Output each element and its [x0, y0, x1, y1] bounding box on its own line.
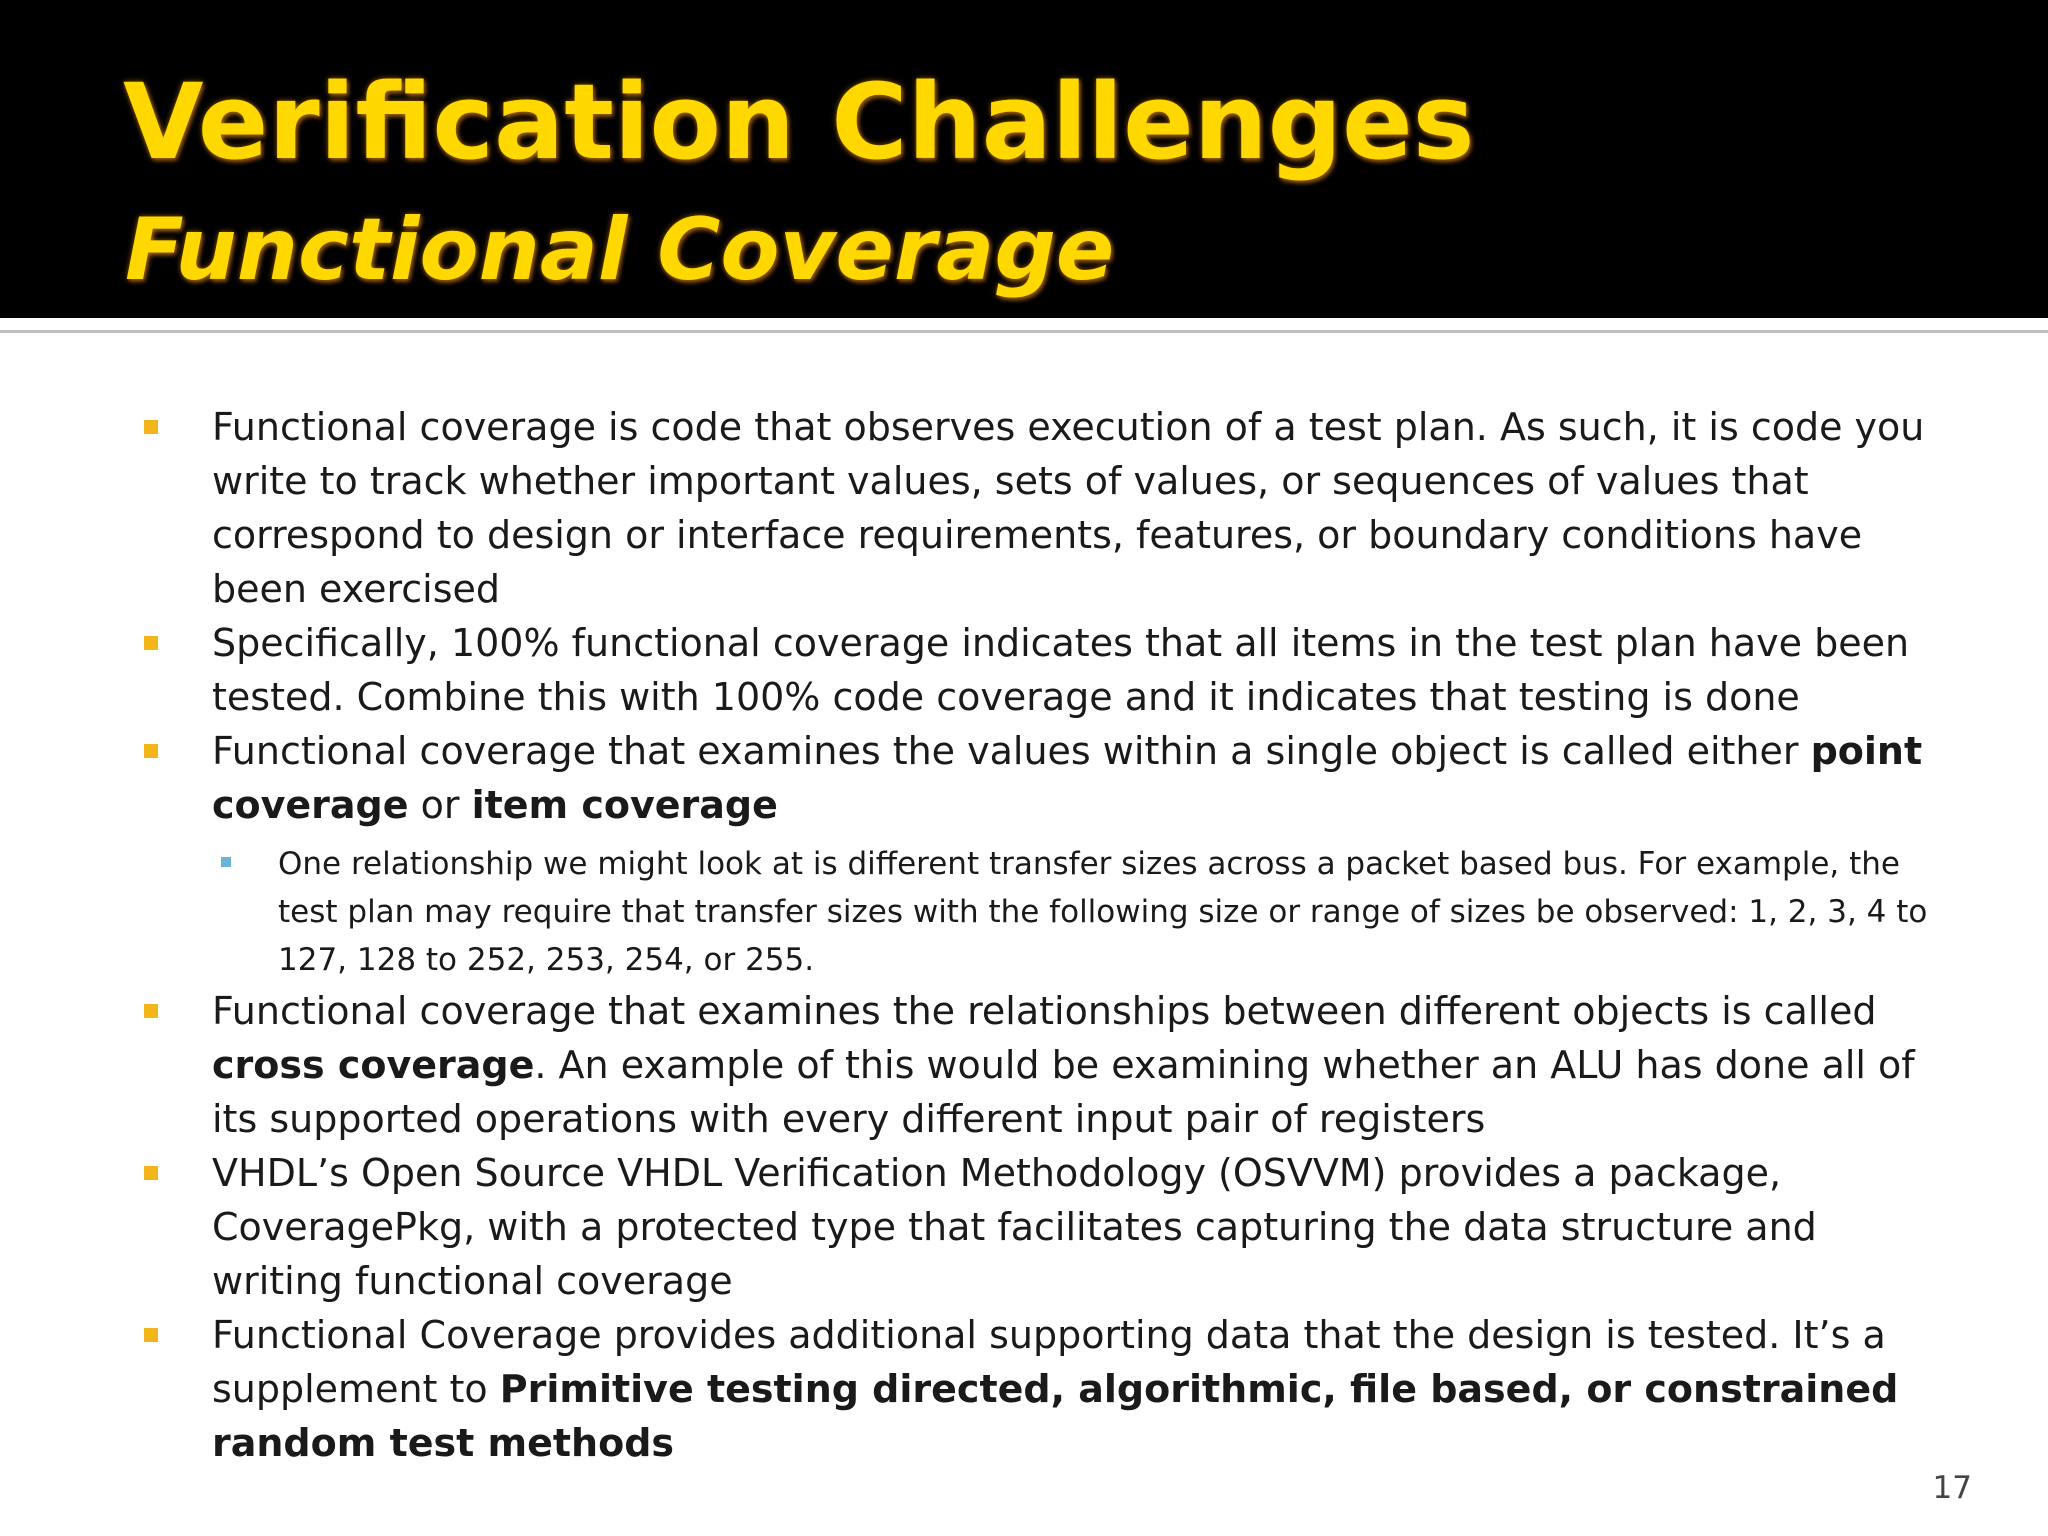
square-bullet-icon: [144, 1004, 158, 1018]
page-number: 17: [1932, 1470, 1972, 1506]
bullet-text: Specifically, 100% functional coverage indicates that all items in the test plan have been tested. Combine this with 100% code coverage and it indicates that testing is done: [212, 621, 1910, 719]
sub-bullet-item: [0, 840, 1940, 984]
square-bullet-icon: [144, 1166, 158, 1180]
slide-subtitle: Functional Coverage: [125, 200, 1115, 300]
bullet-list: [0, 400, 2048, 1470]
bullet-text: . An example of this would be examining whether an ALU has done all of its supported operations with every different input pair of registers: [212, 1043, 1915, 1141]
bullet-term-item-coverage: item coverage: [471, 783, 778, 827]
square-bullet-icon: [144, 744, 158, 758]
bullet-item: [0, 724, 1952, 832]
bullet-text: Functional coverage is code that observes execution of a test plan. As such, it is code you write to track whether important values, sets of values, or sequences of values that correspond to design or interface requirements, features, or boundary conditions have been exercised: [212, 405, 1925, 611]
sub-bullet-text: One relationship we might look at is different transfer sizes across a packet based bus. For example, the test plan may require that transfer sizes with the following size or range of sizes be observed: 1, 2, 3, 4 to 127, 128 to 252, 253, 254, or 255.: [278, 846, 1928, 978]
bullet-text: Functional coverage that examines the values within a single object is called either: [212, 729, 1811, 773]
title-banner: [0, 0, 2048, 318]
bullet-term-test-methods: Primitive testing directed, algorithmic, file based, or constrained random test methods: [212, 1367, 1899, 1465]
bullet-text: or: [408, 783, 472, 827]
bullet-item: [0, 1146, 1952, 1308]
small-square-bullet-icon: [221, 857, 231, 867]
bullet-text: Functional Coverage provides additional supporting data that the design is tested. It’s a supplement to: [212, 1313, 1886, 1411]
bullet-item: [0, 400, 1952, 616]
bullet-text: VHDL’s Open Source VHDL Verification Methodology (OSVVM) provides a package, CoveragePkg, with a protected type that facilitates capturing the data structure and writing functional coverage: [212, 1151, 1817, 1303]
bullet-item: [0, 616, 1952, 724]
bullet-item: [0, 1308, 1952, 1470]
slide-body: [0, 400, 2048, 1470]
bullet-term-point-coverage: point coverage: [212, 729, 1923, 827]
bullet-text: Functional coverage that examines the relationships between different objects is called: [212, 989, 1877, 1033]
square-bullet-icon: [144, 1328, 158, 1342]
square-bullet-icon: [144, 636, 158, 650]
bullet-item: [0, 984, 1952, 1146]
slide-title: Verification Challenges: [123, 61, 1475, 183]
header-divider: [0, 330, 2048, 333]
bullet-term-cross-coverage: cross coverage: [212, 1043, 535, 1087]
square-bullet-icon: [144, 420, 158, 434]
